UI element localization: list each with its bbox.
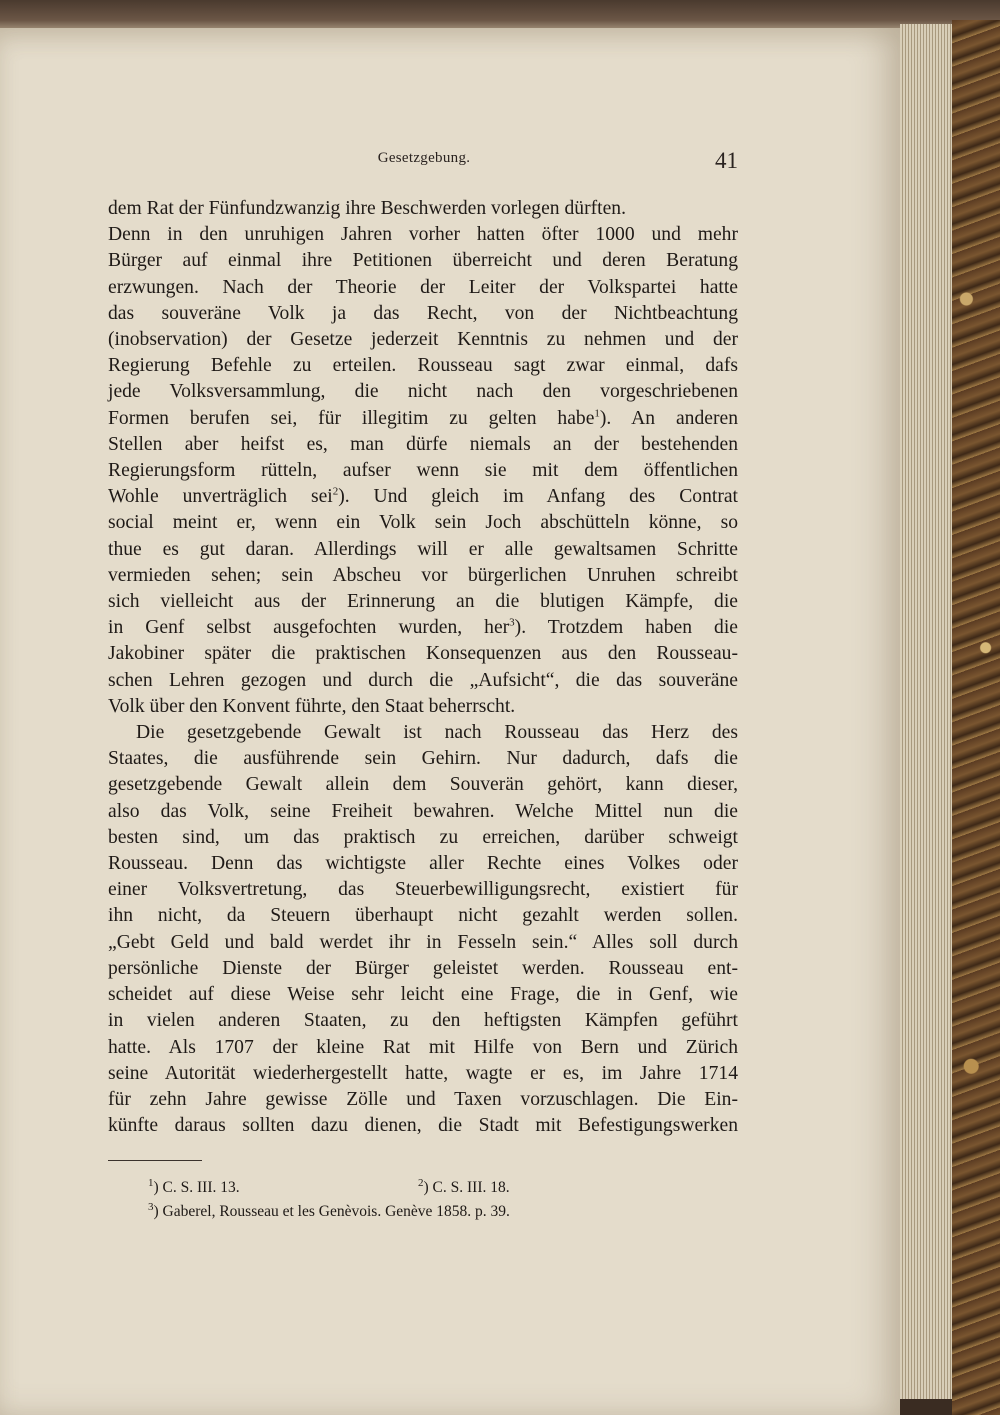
text-line: gesetzgebende Gewalt allein dem Souverän gehört, kann dieser,: [108, 774, 738, 796]
page-edges: [900, 24, 954, 1399]
text-line: „Gebt Geld und bald werdet ihr in Fesseln sein.“ Alles soll durch: [108, 931, 738, 953]
footnote-2: $^2$) C. S. III. 18.: [418, 1176, 510, 1196]
text-line: Rousseau. Denn das wichtigste aller Rechte eines Volkes oder: [108, 853, 738, 875]
text-line: Regierung Befehle zu erteilen. Rousseau sagt zwar einmal, dafs: [108, 355, 738, 377]
text-line: Staates, die ausführende sein Gehirn. Nur dadurch, dafs die: [108, 748, 738, 770]
text-line: Stellen aber heifst es, man dürfe niemals an der bestehenden: [108, 433, 738, 455]
text-line: hatte. Als 1707 der kleine Rat mit Hilfe von Bern und Zürich: [108, 1036, 738, 1058]
text-line: Die gesetzgebende Gewalt ist nach Rousseau das Herz des: [136, 722, 738, 744]
footnotes: [148, 1176, 668, 1224]
text-line: also das Volk, seine Freiheit bewahren. Welche Mittel nun die: [108, 800, 738, 822]
text-line: social meint er, wenn ein Volk sein Joch abschütteln könne, so: [108, 512, 738, 534]
text-line: besten sind, um das praktisch zu erreichen, darüber schweigt: [108, 826, 738, 848]
text-line: schen Lehren gezogen und durch die „Aufsicht“, die das souveräne: [108, 669, 738, 691]
page-number: 41: [715, 148, 738, 173]
text-line: erzwungen. Nach der Theorie der Leiter der Volkspartei hatte: [108, 276, 738, 298]
body-text: [108, 196, 738, 1139]
text-line: Bürger auf einmal ihre Petitionen überreicht und deren Beratung: [108, 250, 738, 272]
text-line: Jakobiner später die praktischen Konsequenzen aus den Rousseau-: [108, 643, 738, 665]
text-line: persönliche Dienste der Bürger geleistet werden. Rousseau ent-: [108, 957, 738, 979]
footnote-rule: [108, 1160, 202, 1161]
text-line: künfte daraus sollten dazu dienen, die Stadt mit Befestigungswerken: [108, 1115, 738, 1137]
text-line: das souveräne Volk ja das Recht, von der Nichtbeachtung: [108, 302, 738, 324]
text-line: thue es gut daran. Allerdings will er alle gewaltsamen Schritte: [108, 538, 738, 560]
text-line: Wohle unverträglich sei$^2$). Und gleich im Anfang des Contrat: [108, 485, 738, 508]
text-line: (inobservation) der Gesetze jederzeit Kenntnis zu nehmen und der: [108, 329, 738, 351]
footnote-1: $^1$) C. S. III. 13.: [148, 1176, 240, 1196]
text-line: scheidet auf diese Weise sehr leicht eine Frage, die in Genf, wie: [108, 984, 738, 1006]
page-header: [110, 148, 738, 188]
text-line: vermieden sehen; sein Abscheu vor bürgerlichen Unruhen schreibt: [108, 564, 738, 586]
text-line: Denn in den unruhigen Jahren vorher hatten öfter 1000 und mehr: [108, 224, 738, 246]
text-line: für zehn Jahre gewisse Zölle und Taxen vorzuschlagen. Die Ein-: [108, 1088, 738, 1110]
footnote-row: [148, 1176, 668, 1200]
footnote-ref: 3: [509, 616, 515, 629]
text-line: einer Volksvertretung, das Steuerbewilligungsrecht, existiert für: [108, 879, 738, 901]
footnote-3: $^3$) Gaberel, Rousseau et les Genèvois. Genève 1858. p. 39.: [148, 1200, 510, 1220]
text-line: Volk über den Konvent führte, den Staat beherrscht.: [108, 695, 516, 717]
running-head: Gesetzgebung.: [377, 150, 471, 166]
text-line: sich vielleicht aus der Erinnerung an die blutigen Kämpfe, die: [108, 591, 738, 613]
footnote-ref: 1: [594, 407, 600, 420]
book-cover-marbled: [952, 20, 1000, 1415]
text-line: in Genf selbst ausgefochten wurden, her$^3$). Trotzdem haben die: [108, 616, 738, 639]
text-line: dem Rat der Fünfundzwanzig ihre Beschwerden vorlegen dürften.: [108, 198, 626, 219]
text-line: in vielen anderen Staaten, zu den heftigsten Kämpfen geführt: [108, 1010, 738, 1032]
text-line: seine Autorität wiederhergestellt hatte, wagte er es, im Jahre 1714: [108, 1062, 738, 1084]
text-line: ihn nicht, da Steuern überhaupt nicht gezahlt werden sollen.: [108, 905, 738, 927]
footnote-row: [148, 1200, 668, 1224]
text-line: Regierungsform rütteln, aufser wenn sie mit dem öffentlichen: [108, 460, 738, 482]
text-line: jede Volksversammlung, die nicht nach den vorgeschriebenen: [108, 381, 738, 403]
text-line: Formen berufen sei, für illegitim zu gelten habe$^1$). An anderen: [108, 407, 738, 429]
footnote-ref: 2: [332, 485, 339, 498]
